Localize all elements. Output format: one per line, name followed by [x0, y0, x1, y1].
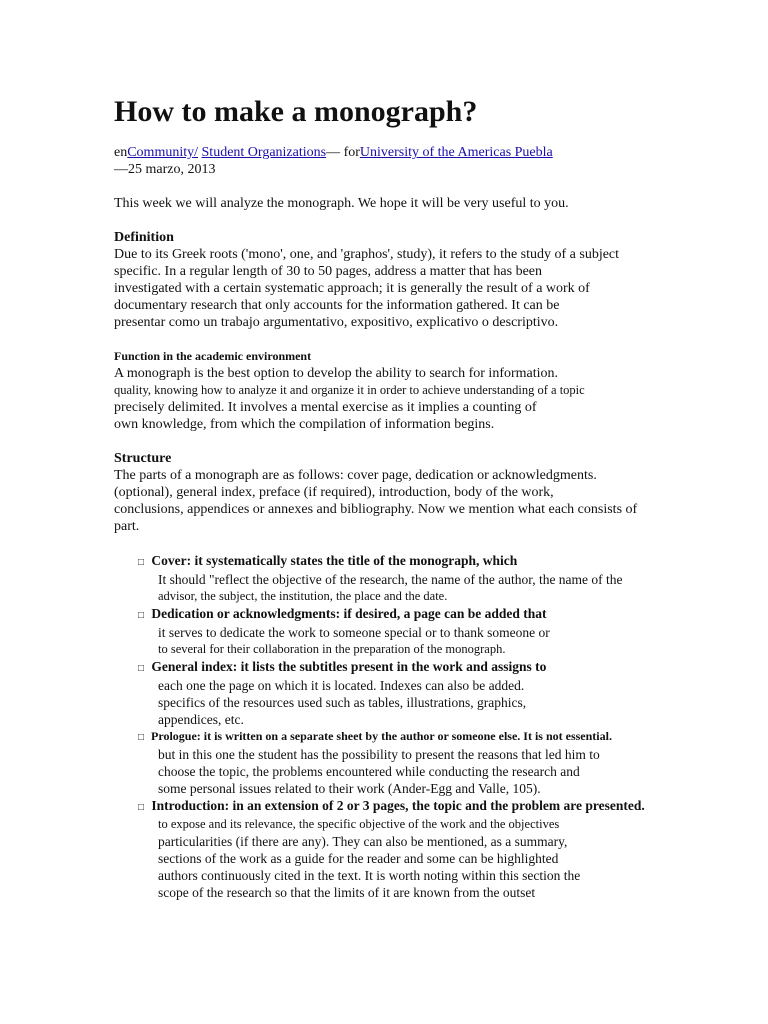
checkbox-bullet-icon: □ [138, 802, 145, 813]
list-item-general-index [138, 658, 694, 728]
definition-line: Due to its Greek roots ('mono', one, and 'graphos', study), it refers to the study of a subject [114, 247, 620, 262]
structure-line: conclusions, appendices or annexes and bibliography. Now we mention what each consists of [114, 502, 638, 517]
function-line: own knowledge, from which the compilation of information begins. [114, 417, 495, 432]
student-organizations-link[interactable]: Student Organizations [201, 145, 327, 160]
article-meta [114, 144, 694, 178]
publish-date: —25 marzo, 2013 [114, 162, 216, 177]
list-item-line: it serves to dedicate the work to someone special or to thank someone or [158, 625, 550, 640]
structure-line: part. [114, 519, 140, 534]
list-item-line: advisor, the subject, the institution, the place and the date. [158, 589, 448, 603]
list-item-line: It should "reflect the objective of the research, the name of the author, the name of the [158, 572, 623, 587]
definition-section [114, 229, 694, 331]
list-item-heading: Introduction: in an extension of 2 or 3 pages, the topic and the problem are presented. [151, 798, 645, 813]
checkbox-bullet-icon: □ [138, 610, 145, 621]
community-link[interactable]: Community/ [127, 145, 199, 160]
list-item-line: authors continuously cited in the text. It is worth noting within this section the [158, 868, 581, 883]
list-item-heading: Cover: it systematically states the title of the monograph, which [151, 553, 518, 568]
definition-heading: Definition [114, 230, 174, 245]
document-page [114, 94, 694, 901]
definition-line: specific. In a regular length of 30 to 50 pages, address a matter that has been [114, 264, 543, 279]
list-item-line: to expose and its relevance, the specific objective of the work and the objectives [158, 817, 560, 831]
definition-line: investigated with a certain systematic approach; it is generally the result of a work of [114, 281, 590, 296]
structure-heading: Structure [114, 451, 172, 466]
function-heading: Function in the academic environment [114, 349, 312, 363]
list-item-line: scope of the research so that the limits of it are known from the outset [158, 885, 536, 900]
breadcrumb [114, 144, 694, 161]
intro-paragraph: This week we will analyze the monograph. We hope it will be very useful to you. [114, 196, 569, 211]
list-item-line: appendices, etc. [158, 712, 244, 727]
list-item-heading: Dedication or acknowledgments: if desired, a page can be added that [151, 606, 547, 621]
list-item-line: particularities (if there are any). They can also be mentioned, as a summary, [158, 834, 568, 849]
definition-line: presentar como un trabajo argumentativo, expositivo, explicativo o descriptivo. [114, 315, 559, 330]
structure-line: The parts of a monograph are as follows: cover page, dedication or acknowledgments. [114, 468, 597, 483]
structure-line: (optional), general index, preface (if required), introduction, body of the work, [114, 485, 554, 500]
function-line: A monograph is the best option to develop the ability to search for information. [114, 366, 559, 381]
definition-line: documentary research that only accounts for the information gathered. It can be [114, 298, 560, 313]
university-link[interactable]: University of the Americas Puebla [359, 145, 553, 160]
function-line: quality, knowing how to analyze it and organize it in order to achieve understanding of a topic [114, 383, 585, 397]
list-item-dedication [138, 605, 694, 658]
list-item-line: some personal issues related to their work (Ander-Egg and Valle, 105). [158, 781, 541, 796]
list-item-introduction [138, 797, 694, 901]
list-item-line: but in this one the student has the possibility to present the reasons that led him to [158, 747, 600, 762]
checkbox-bullet-icon: □ [138, 557, 145, 568]
meta-for-text: — for [326, 145, 360, 160]
list-item-line: each one the page on which it is located. Indexes can also be added. [158, 678, 525, 693]
structure-section [114, 450, 694, 901]
list-item-line: sections of the work as a guide for the reader and some can be highlighted [158, 851, 559, 866]
list-item-cover [138, 552, 694, 605]
list-item-line: to several for their collaboration in the preparation of the monograph. [158, 642, 506, 656]
checkbox-bullet-icon: □ [138, 663, 145, 674]
page-title: How to make a monograph? [114, 95, 478, 128]
function-line: precisely delimited. It involves a mental exercise as it implies a counting of [114, 400, 537, 415]
list-item-prologue [138, 728, 694, 797]
function-section [114, 348, 694, 433]
list-item-heading: General index: it lists the subtitles present in the work and assigns to [151, 659, 547, 674]
list-item-heading: Prologue: it is written on a separate sheet by the author or someone else. It is not essential. [151, 729, 612, 743]
list-item-line: choose the topic, the problems encountered while conducting the research and [158, 764, 580, 779]
structure-list [114, 552, 694, 901]
checkbox-bullet-icon: □ [138, 732, 145, 743]
meta-prefix: en [114, 145, 128, 160]
list-item-line: specifics of the resources used such as tables, illustrations, graphics, [158, 695, 527, 710]
